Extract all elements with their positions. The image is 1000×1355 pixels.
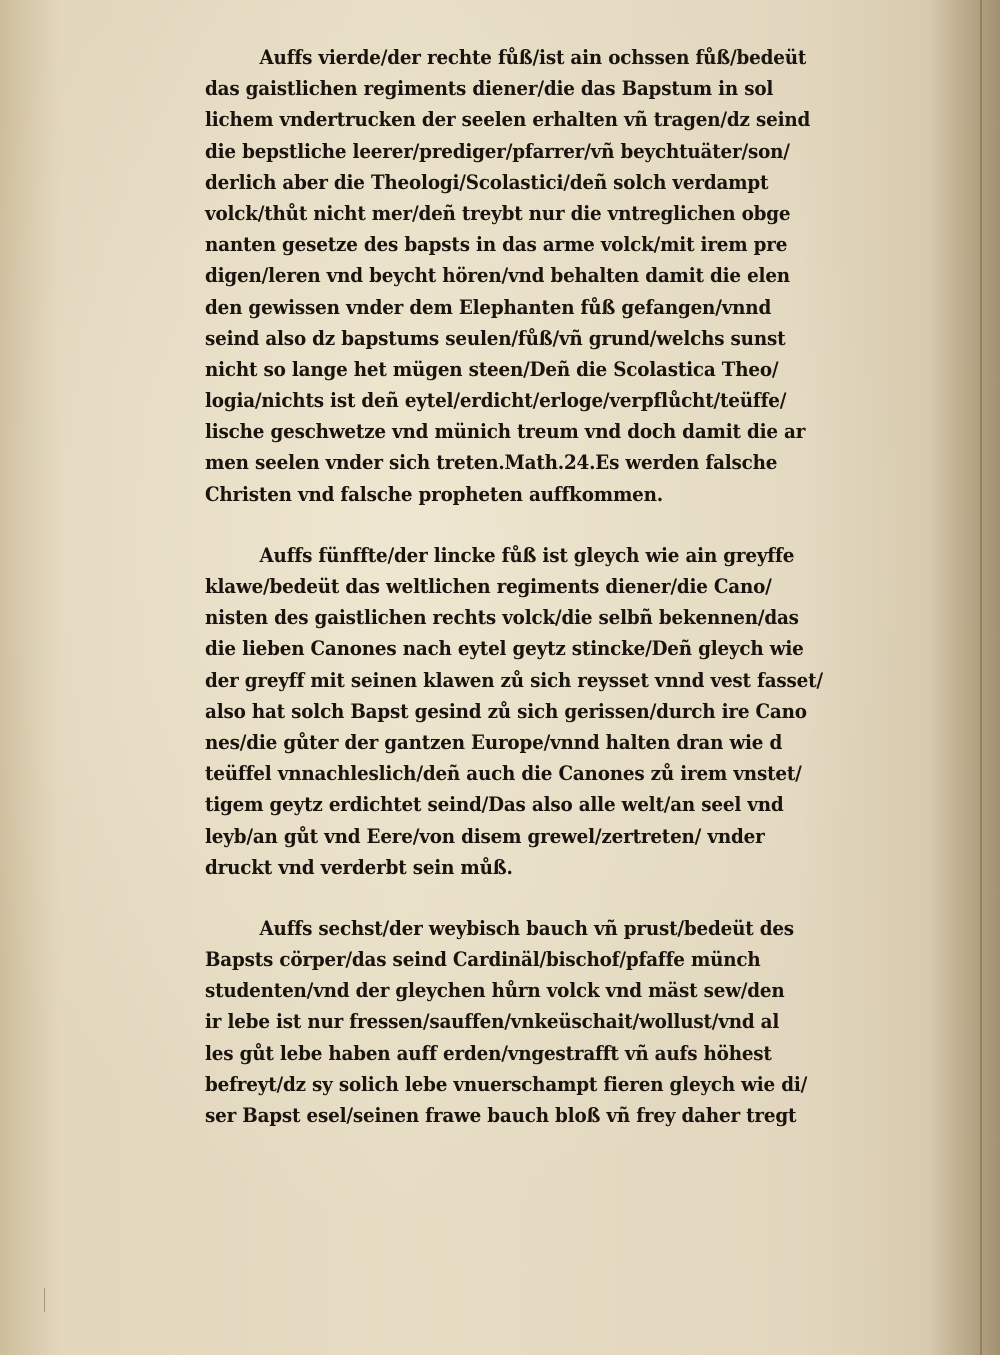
text-line: teüffel vnnachleslich/deñ auch die Canones zů irem vnstet/ <box>205 762 802 786</box>
text-line: studenten/vnd der gleychen hůrn volck vnd mäst sew/den <box>205 979 785 1003</box>
text-line: nicht so lange het mügen steen/Deñ die Scolastica Theo/ <box>205 357 779 381</box>
text-line: befreyt/dz sy solich lebe vnuerschampt fieren gleych wie di/ <box>205 1072 808 1096</box>
text-line: klawe/bedeüt das weltlichen regiments diener/die Cano/ <box>205 575 772 598</box>
text-line: den gewissen vnder dem Elephanten fůß gefangen/vnnd <box>205 295 772 319</box>
text-line: nisten des gaistlichen rechts volck/die selbñ bekennen/das <box>205 606 799 630</box>
text-line: seind also dz bapstums seulen/fůß/vñ grund/welchs sunst <box>205 326 786 350</box>
text-line: die bepstliche leerer/prediger/pfarrer/vñ beychtuäter/son/ <box>205 139 790 163</box>
page-gutter-shadow <box>930 0 1000 1355</box>
text-line: men seelen vnder sich treten.Math.24.Es werden falsche <box>205 451 778 475</box>
paragraph-1 <box>205 42 905 510</box>
text-line: les gůt lebe haben auff erden/vngestrafft vñ aufs höhest <box>205 1041 772 1065</box>
text-line: also hat solch Bapst gesind zů sich gerissen/durch ire Cano <box>205 699 807 723</box>
text-line: volck/thůt nicht mer/deñ treybt nur die vntreglichen obge <box>205 201 791 225</box>
page-edge <box>980 0 982 1355</box>
text-line: Bapsts cörper/das seind Cardinäl/bischof/pfaffe münch <box>205 948 761 972</box>
text-line: leyb/an gůt vnd Eere/von disem grewel/zertreten/ vnder <box>205 824 765 848</box>
text-line: digen/leren vnd beycht hören/vnd behalten damit die elen <box>205 264 790 288</box>
text-line: die lieben Canones nach eytel geytz stincke/Deñ gleych wie <box>205 637 804 661</box>
text-line: ir lebe ist nur fressen/sauffen/vnkeüschait/wollust/vnd al <box>205 1010 780 1034</box>
text-line: logia/nichts ist deñ eytel/erdicht/erloge/verpflůcht/teüffe/ <box>205 389 787 413</box>
paragraph-3 <box>205 913 905 1131</box>
text-line: der greyff mit seinen klawen zů sich reysset vnnd vest fasset/ <box>205 668 823 692</box>
text-line: lische geschwetze vnd münich treum vnd doch damit die ar <box>205 420 806 444</box>
text-block <box>205 42 905 1161</box>
text-line: Auffs vierde/der rechte fůß/ist ain ochssen fůß/bedeüt <box>259 46 807 69</box>
text-line: druckt vnd verderbt sein můß. <box>205 855 513 879</box>
text-line: nanten gesetze des bapsts in das arme volck/mit irem pre <box>205 233 788 257</box>
text-line: das gaistlichen regiments diener/die das Bapstum in sol <box>205 77 774 101</box>
text-line: Auffs sechst/der weybisch bauch vñ prust/bedeüt des <box>259 916 794 940</box>
paragraph-2 <box>205 540 905 883</box>
text-line: nes/die gůter der gantzen Europe/vnnd halten dran wie d <box>205 730 783 754</box>
text-line: ser Bapst esel/seinen frawe bauch bloß vñ frey daher tregt <box>205 1104 797 1127</box>
margin-stroke <box>44 1288 45 1312</box>
text-line: tigem geytz erdichtet seind/Das also alle welt/an seel vnd <box>205 793 784 817</box>
text-line: Christen vnd falsche propheten auffkommen. <box>205 482 663 506</box>
text-line: derlich aber die Theologi/Scolastici/deñ solch verdampt <box>205 170 769 194</box>
text-line: lichem vndertrucken der seelen erhalten vñ tragen/dz seind <box>205 108 811 132</box>
text-line: Auffs fünffte/der lincke fůß ist gleych wie ain greyffe <box>259 543 795 567</box>
